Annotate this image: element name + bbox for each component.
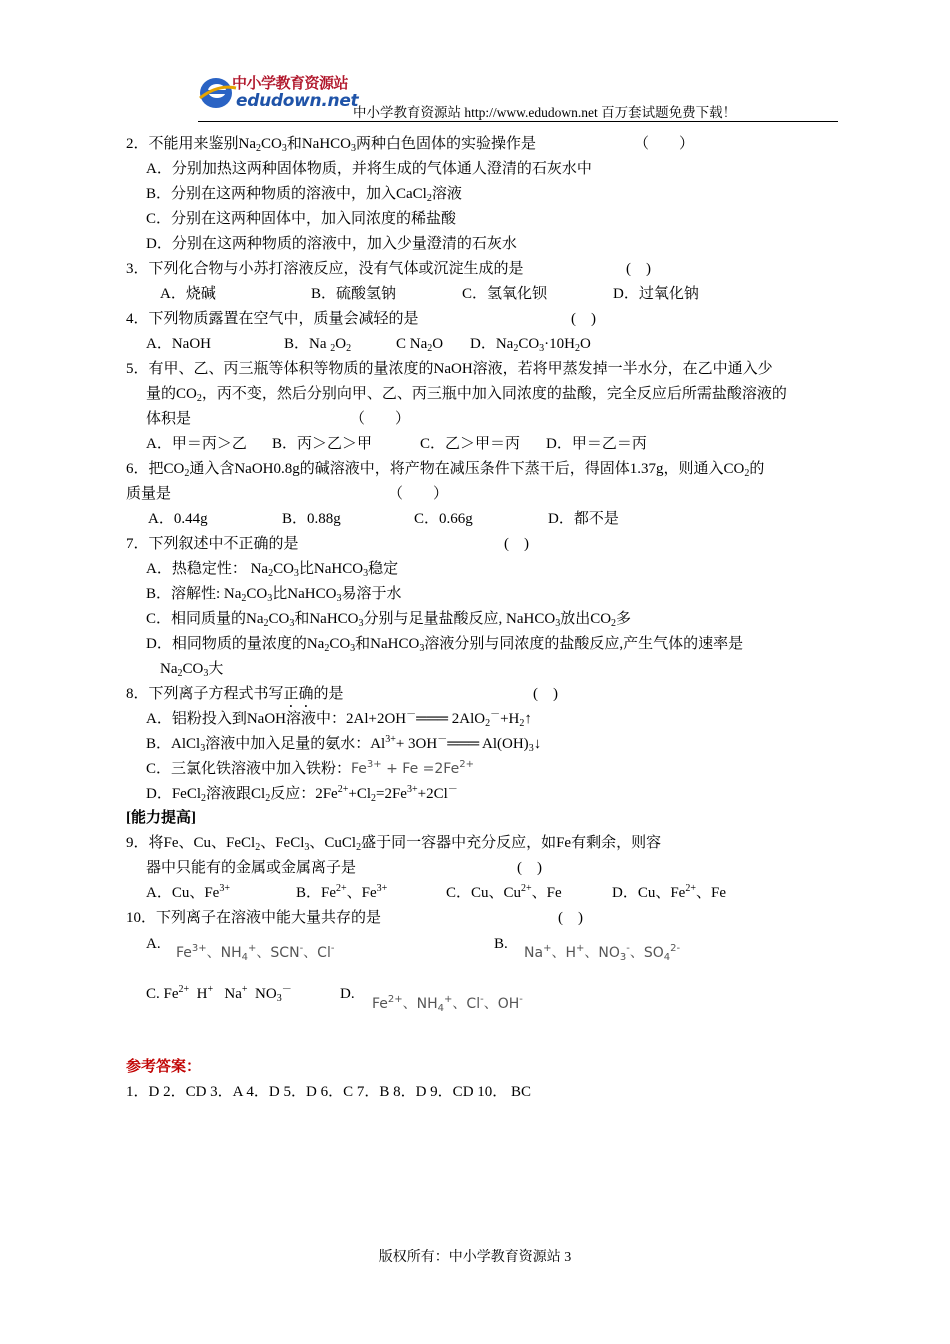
q4-option-a: A．NaOH [146,336,211,352]
q2-option-c: C．分别在这两种固体中，加入同浓度的稀盐酸 [146,211,457,227]
q6-option-c: C．0.66g [414,511,473,527]
answers-text: 1．D 2．CD 3．A 4．D 5．D 6．C 7．B 8．D 9．CD 10． BC [126,1084,532,1100]
section-title: [能力提高] [126,810,196,826]
q8-option-b: B．AlCl$_3$溶液中加入足量的氨水：$Al^{3+}+$ 3OH－═══ $Al(OH)_3↓$ [146,734,542,754]
q6-option-d: D．都不是 [548,511,619,527]
q5-stem-2: 量的$CO_2$，丙不变，然后分别向甲、乙、丙三瓶中加入同浓度的盐酸，完全反应后所需盐酸溶液的 [146,386,787,404]
q2-option-b: B．分别在这两种物质的溶液中，加入CaCl$_2$溶液 [146,186,462,204]
q3-option-c: C．氢氧化钡 [462,286,548,302]
q2-stem: 2．不能用来鉴别$Na_2CO_3$和NaHCO$_3$两种白色固体的实验操作是 [126,136,537,154]
q5-paren: （ ） [350,411,411,427]
q3-stem: 3．下列化合物与小苏打溶液反应，没有气体或沉淀生成的是 [126,261,524,277]
q9-stem-2: 器中只能有的金属或金属离子是 [146,860,357,876]
q6-stem-2: 质量是 [126,486,172,502]
q2-option-d: D．分别在这两种物质的溶液中，加入少量澄清的石灰水 [146,236,517,252]
q9-option-b: B．$Fe^{2+}$、$Fe^{3+}$ [296,883,388,901]
site-logo [198,72,359,112]
q5-option-d: D．甲＝乙＝丙 [546,436,647,452]
q6-stem: 6．把$CO_2$通入含NaOH0.8g的碱溶液中，将产物在减压条件下蒸干后，得固体1.37g，则通入$CO_2$的 [126,461,765,479]
q7-paren: ( ) [504,536,529,552]
q2-option-a: A．分别加热这两种固体物质，并将生成的气体通人澄清的石灰水中 [146,161,592,177]
q10-option-a-label: A. [146,936,161,952]
q9-paren: ( ) [517,860,542,876]
q7-option-a: A．热稳定性： $Na_2CO_3$比NaHCO$_3$稳定 [146,561,399,579]
q8-paren: ( ) [533,686,558,702]
q5-stem-3: 体积是 [146,411,192,427]
q10-option-b: Na+、H+、$NO_3^-$、$SO_4^{2-}$ [524,943,681,963]
q5-option-c: C．乙＞甲＝丙 [420,436,521,452]
q6-option-a: A．0.44g [148,511,208,527]
q3-paren: ( ) [626,261,651,277]
q3-option-d: D．过氧化钠 [613,286,699,302]
logo-brand: 中小学教育资源站 [232,74,349,92]
q9-option-d: D．Cu、$Fe^{2+}$、Fe [612,883,726,901]
q7-stem: 7．下列叙述中不正确的是 [126,536,299,552]
q4-option-b: B．Na $_2O_2$ [284,336,352,354]
header-rule [198,121,838,122]
q8-stem: 8．下列离子方程式书写正确的是 [126,686,344,702]
q6-paren: （ ） [388,486,449,502]
logo-url: edudown.net [236,91,359,111]
q6-option-b: B．0.88g [282,511,341,527]
q10-paren: ( ) [558,910,583,926]
q3-option-b: B．硫酸氢钠 [311,286,397,302]
q7-option-b: B．溶解性: $Na_2CO_3$比NaHCO$_3$易溶于水 [146,586,402,604]
q8-option-c: C．三氯化铁溶液中加入铁粉：$Fe^{3+} + Fe =2Fe^{2+}$ [146,759,474,777]
q5-stem: 5．有甲、乙、丙三瓶等体积等物质的量浓度的NaOH溶液，若将甲蒸发掉一半水分，在乙中通入少 [126,361,773,377]
q2-paren: （ ） [634,136,695,152]
q7-option-c: C．相同质量的$Na_2CO_3$和NaHCO$_3$分别与足量盐酸反应, NaHCO$_3$放出$CO_2$多 [146,611,632,629]
q9-option-c: C．Cu、$Cu^{2+}$、Fe [446,883,562,901]
q5-option-a: A．甲＝丙＞乙 [146,436,247,452]
q7-option-d-cont: $Na_2CO_3$大 [160,661,224,679]
q7-option-d: D．相同物质的量浓度的$Na_2CO_3$和NaHCO$_3$溶液分别与同浓度的盐酸反应,产生气体的速率是 [146,636,744,654]
q8-option-a: A．铝粉投入到NaOH溶液中：2Al+2OH－═══ $2AlO_2^-+H_2↑$ [146,709,532,729]
q4-option-c: C $Na_2O$ [396,336,444,354]
q9-option-a: A．Cu、$Fe^{3+}$ [146,883,230,901]
q8-option-d: D．FeCl$_2$溶液跟$Cl_2$反应：$2Fe^{2+}+Cl_2=2Fe^{3+}+2Cl^-$ [146,784,458,804]
q10-option-d: $Fe^{2+}$、$NH_4^+$、Cl-、OH- [372,994,523,1014]
header-text: 中小学教育资源站 http://www.edudown.net 百万套试题免费下载！ [353,105,737,120]
q10-stem: 10．下列离子在溶液中能大量共存的是 [126,910,382,926]
q4-stem: 4．下列物质露置在空气中，质量会减轻的是 [126,311,419,327]
q9-stem: 9．将Fe、Cu、FeCl$_2$、FeCl$_3$、CuCl$_2$盛于同一容器中充分反应，如Fe有剩余，则容 [126,835,662,853]
answers-title: 参考答案： [126,1059,202,1075]
q10-option-d-label: D. [340,986,355,1002]
q10-option-c: C. $Fe^{2+}$ H+ Na+ $NO_3^-$ [146,984,292,1004]
q4-option-d: D．$Na_2CO_3\cdot 10H_2O$ [470,336,591,354]
q10-option-a: $Fe^{3+}$、$NH_4^+$、SCN-、Cl- [176,943,335,963]
page-footer: 版权所有：中小学教育资源站 3 [378,1250,572,1265]
q10-option-b-label: B. [494,936,508,952]
q3-option-a: A．烧碱 [160,286,216,302]
q5-option-b: B．丙＞乙＞甲 [272,436,373,452]
q4-paren: ( ) [571,311,596,327]
